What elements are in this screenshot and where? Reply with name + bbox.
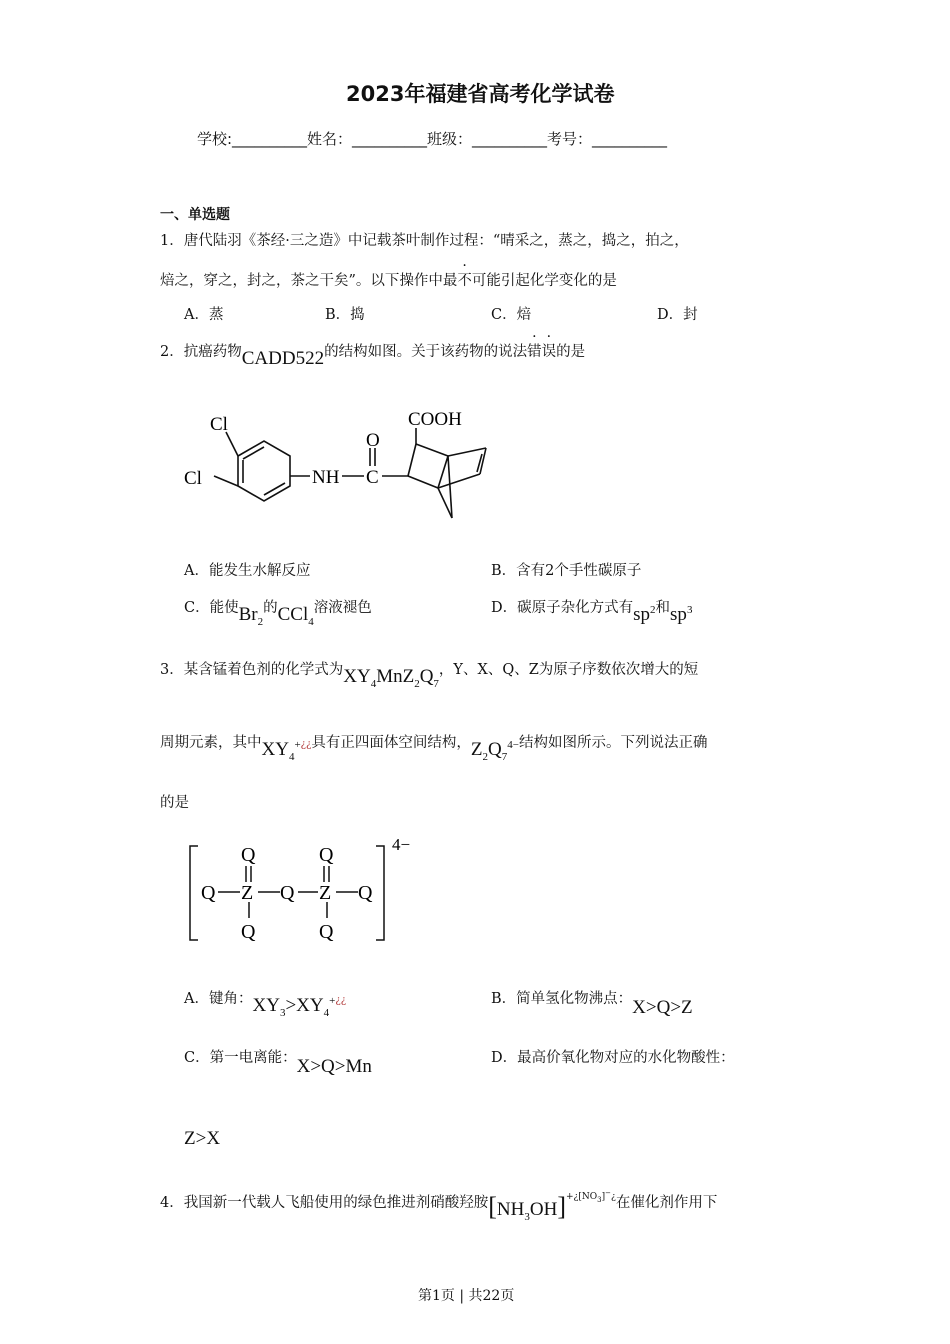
z2q7-structure — [186, 830, 426, 950]
q2-option-d — [491, 596, 693, 625]
q3-option-c — [184, 1046, 372, 1077]
br2-formula: $Br_2$ — [238, 604, 264, 628]
ion-charge: 4− — [392, 835, 411, 854]
carbonyl-c-label: C — [366, 467, 379, 488]
q1-emphasis: 不 — [457, 273, 472, 289]
q3-option-a-text: A．键角： — [184, 991, 253, 1007]
z2q7-ion: $Z_2Q_7^{4-}$ — [470, 739, 519, 763]
page-footer: 第1页 | 共22页 — [418, 1288, 515, 1304]
right-bracket — [376, 846, 384, 940]
q3-line3: 的是 — [160, 795, 189, 811]
atom-z: Z — [319, 882, 332, 904]
q3-option-d-formula: Z>X — [184, 1128, 221, 1149]
student-info-line: 学校:__________姓名：__________班级：__________考号：__________ — [197, 130, 668, 148]
atom-q: Q — [319, 844, 334, 866]
q2-option-c — [184, 596, 372, 628]
q2-stem — [160, 340, 586, 369]
q3-line2 — [160, 731, 708, 763]
q3-option-d: D．最高价氧化物对应的水化物酸性： — [491, 1050, 735, 1066]
q2-option-c-text: C．能使 — [184, 600, 239, 616]
q2-emphasis-1: 错 — [527, 344, 542, 360]
q2-option-d-text: D．碳原子杂化方式有 — [491, 600, 634, 616]
q3-line2-b: 具有正四面体空间结构， — [311, 735, 471, 751]
q1-line2-b: 可能引起化学变化的是 — [471, 273, 617, 289]
atom-q: Q — [358, 882, 373, 904]
cl-label-1: Cl — [210, 414, 228, 435]
q3-render-artifact: ¿¿ — [300, 739, 312, 750]
q4-prefix: 4．我国新一代载人飞船使用的绿色推进剂硝酸羟胺 — [160, 1195, 489, 1211]
q4-suffix: 在催化剂作用下 — [615, 1195, 718, 1211]
atom-q: Q — [241, 921, 256, 943]
q1-line2 — [160, 269, 617, 290]
xy4-ion: $XY_4^+$ — [261, 739, 301, 763]
hydroxylammonium-formula: $[NH_3OH]$ — [488, 1192, 566, 1223]
q2-option-d-he: 和 — [655, 600, 671, 616]
q3-line2-c: 结构如图所示。下列说法正确 — [518, 735, 708, 751]
page-title: 2023年福建省高考化学试卷 — [346, 82, 615, 106]
q3-option-a-artifact: ¿¿ — [335, 995, 347, 1006]
q4-charge: +¿ — [565, 1192, 579, 1202]
section-heading: 一、单选题 — [160, 207, 230, 223]
q1-line2-a: 焙之，穿之，封之，茶之干矣”。以下操作中最 — [160, 273, 458, 289]
cooh-label: COOH — [408, 409, 462, 430]
ccl4-formula: CCl$_4$ — [277, 604, 314, 628]
atom-q: Q — [241, 844, 256, 866]
q2-option-c-end: 溶液褪色 — [313, 600, 372, 616]
q3-option-b — [491, 987, 693, 1018]
q3-option-c-formula: X>Q>Mn — [296, 1056, 372, 1077]
q2-prefix: 2．抗癌药物 — [160, 344, 242, 360]
sp2-formula: $sp^2$ — [633, 604, 656, 625]
atom-q: Q — [319, 921, 334, 943]
q3-option-c-text: C．第一电离能： — [184, 1050, 297, 1066]
q1-option-b: B．捣 — [325, 307, 365, 323]
q1-line1: 1．唐代陆羽《茶经·三之造》中记载茶叶制作过程：“晴采之，蒸之，捣之，拍之， — [160, 233, 689, 249]
sp3-formula: $sp^3$ — [670, 604, 693, 625]
cadd522-structure — [180, 400, 510, 530]
q4-artifact: ¿ — [611, 1192, 616, 1202]
atom-q: Q — [201, 882, 216, 904]
q3-line1 — [160, 658, 699, 690]
q2-suffix: 的是 — [556, 344, 586, 360]
q1-option-a: A．蒸 — [184, 307, 224, 323]
cl-label-2: Cl — [184, 468, 202, 489]
q3-option-b-text: B．简单氢化物沸点： — [491, 991, 633, 1007]
benzene-ring — [238, 441, 290, 501]
nh-label: NH — [312, 467, 340, 488]
q3-option-a — [184, 987, 347, 1019]
q3-option-b-formula: X>Q>Z — [632, 997, 693, 1018]
q3-option-a-formula: $XY_3>XY_4^+$ — [252, 995, 336, 1019]
q2-option-a: A．能发生水解反应 — [184, 563, 311, 579]
q2-drug-name: CADD522 — [241, 348, 325, 369]
carbonyl-o-label: O — [366, 430, 380, 451]
q3-line2-a: 周期元素，其中 — [160, 735, 262, 751]
q2-option-b: B．含有2个手性碳原子 — [491, 563, 642, 579]
atom-q: Q — [280, 882, 295, 904]
q2-option-c-de: 的 — [263, 600, 278, 616]
q1-option-c: C．焙 — [491, 307, 532, 323]
q1-option-d: D．封 — [657, 307, 698, 323]
q2-mid: 的结构如图。关于该药物的说法 — [324, 344, 528, 360]
nitrate-formula: [NO3]− — [578, 1189, 611, 1204]
q4-stem — [160, 1184, 718, 1223]
q3-line1-end: ，Y、X、Q、Z为原子序数依次增大的短 — [438, 662, 699, 678]
q2-emphasis-2: 误 — [541, 344, 557, 360]
left-bracket — [190, 846, 198, 940]
q3-prefix: 3．某含锰着色剂的化学式为 — [160, 662, 344, 678]
q3-colorant-formula: $XY_4MnZ_2Q_7$ — [343, 666, 439, 690]
atom-z: Z — [241, 882, 254, 904]
